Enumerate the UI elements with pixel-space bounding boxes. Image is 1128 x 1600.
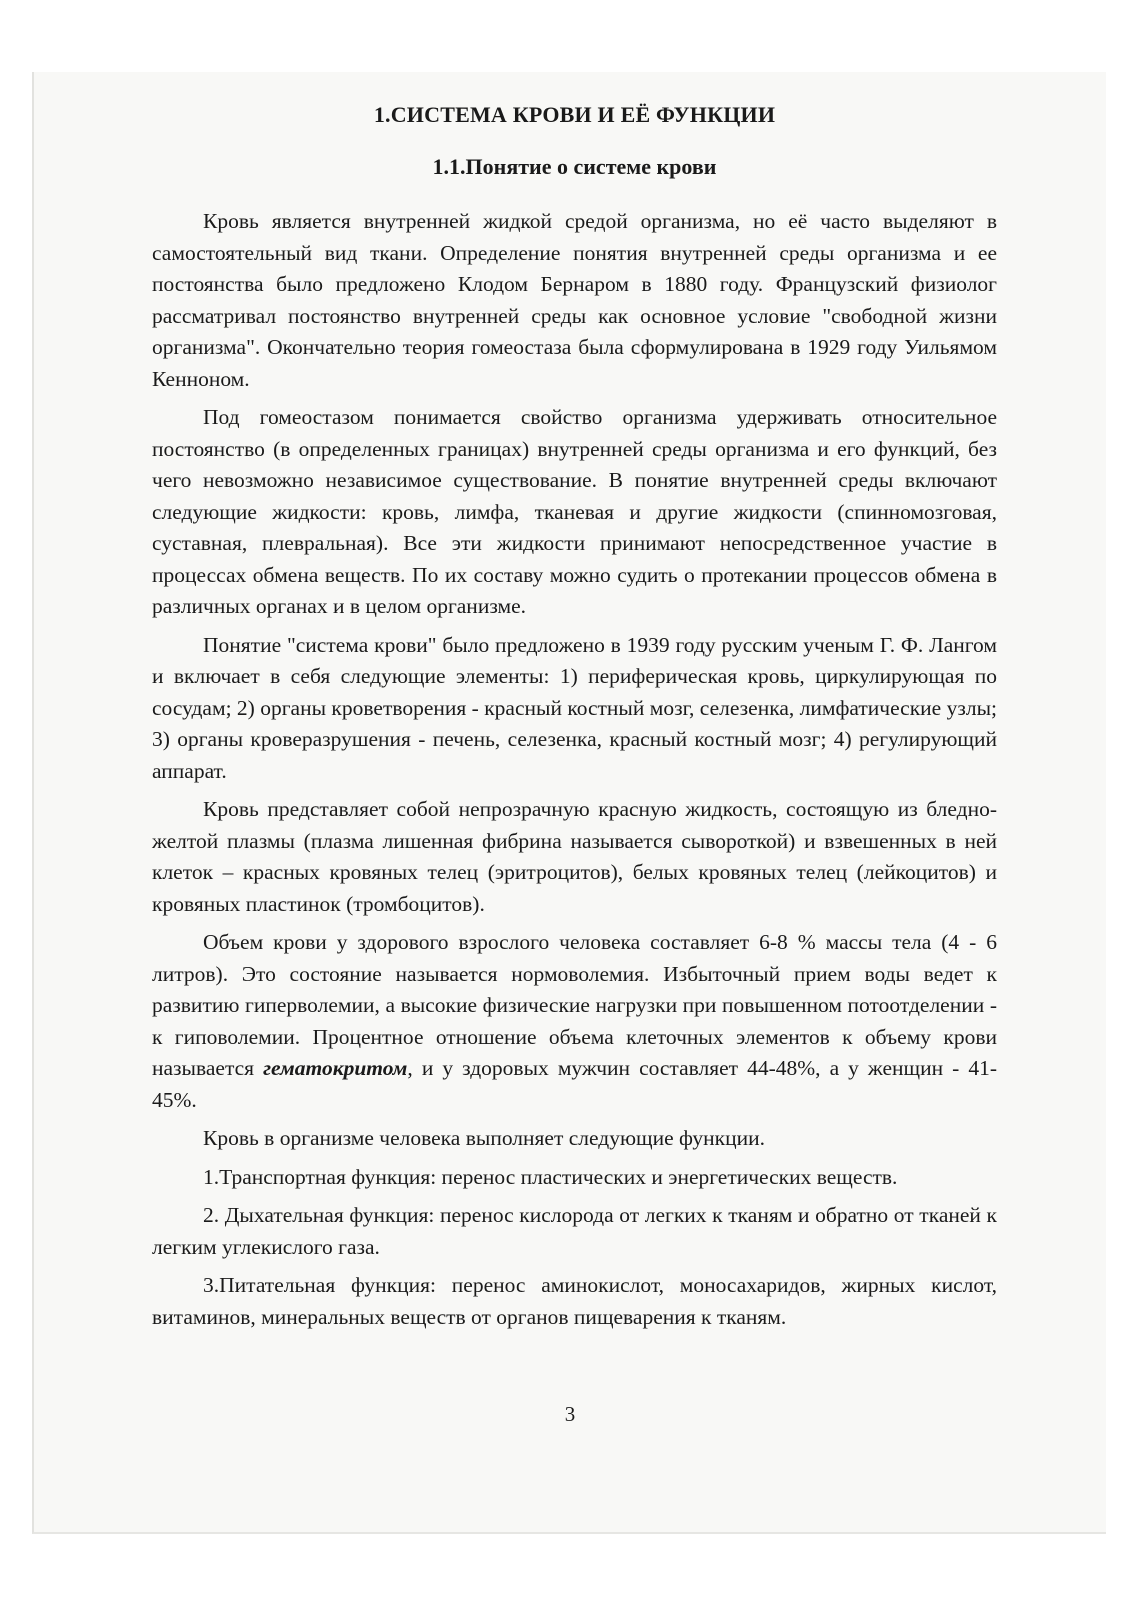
paragraph-homeostasis-definition: Под гомеостазом понимается свойство организма удерживать относительное постоянство (в определенных границах) внутренней среды организма и его функций, без чего невозможно независимое существование. В понятие внутренней среды включают следующие жидкости: кровь, лимфа, тканевая и другие жидкости (спинномозговая, суставная, плевральная). Все эти жидкости принимают непосредственное участие в процессах обмена веществ. По их составу можно судить о протекании процессов обмена в различных органах и в целом организме. [152, 405, 997, 618]
paragraph-blood-system: Понятие "система крови" было предложено в 1939 году русским ученым Г. Ф. Лангом и включает в себя следующие элементы: 1) периферическая кровь, циркулирующая по сосудам; 2) органы кроветворения - красный костный мозг, селезенка, лимфатические узлы; 3) органы кроверазрушения - печень, селезенка, красный костный мозг; 4) регулирующий аппарат. [152, 632, 997, 783]
section-title: 1.1.Понятие о системе крови [432, 154, 717, 179]
paragraph-blood-composition: Кровь представляет собой непрозрачную красную жидкость, состоящую из бледно-желтой плазмы (плазма лишенная фибрина называется сывороткой) и взвешенных в ней клеток – красных кровяных телец (эритроцитов), белых кровяных телец (лейкоцитов) и кровяных пластинок (тромбоцитов). [152, 797, 997, 916]
paragraph-respiratory-function: 2. Дыхательная функция: перенос кислорода от легких к тканям и обратно от тканей к легким углекислого газа. [152, 1203, 997, 1259]
paragraph-transport-function: 1.Транспортная функция: перенос пластических и энергетических веществ. [203, 1164, 898, 1189]
page-number: 3 [564, 1402, 576, 1426]
paragraph-blood-volume [152, 927, 997, 1116]
chapter-title: 1.СИСТЕМА КРОВИ И ЕЁ ФУНКЦИИ [373, 102, 776, 127]
document-page [32, 72, 1106, 1534]
blood-volume-text-end: , и у здоровых мужчин составляет 44-48%, а у женщин - 41-45%. [152, 1056, 998, 1112]
paragraph-nutritive-function: 3.Питательная функция: перенос аминокислот, моносахаридов, жирных кислот, витаминов, минеральных веществ от органов пищеварения к тканям. [152, 1273, 997, 1329]
page-content [152, 102, 997, 1340]
hematocrit-term: гематокритом [263, 1056, 408, 1080]
paragraph-homeostasis-history: Кровь является внутренней жидкой средой организма, но её часто выделяют в самостоятельный вид ткани. Определение понятия внутренней среды организма и ее постоянства было предложено Клодом Бернаром в 1880 году. Французский физиолог рассматривал постоянство внутренней среды как основное условие "свободной жизни организма". Окончательно теория гомеостаза была сформулирована в 1929 году Уильямом Кенноном. [152, 209, 997, 391]
paragraph-functions-intro: Кровь в организме человека выполняет следующие функции. [203, 1126, 765, 1150]
blood-volume-text: Объем крови у здорового взрослого человека составляет 6-8 % массы тела (4 - 6 литров). Это состояние называется нормоволемия. Избыточный прием воды ведет к развитию гиперволемии, а высокие физические нагрузки при повышенном потоотделении - к гиповолемии. Процентное отношение объема клеточных элементов к объему крови называется [152, 930, 997, 1080]
